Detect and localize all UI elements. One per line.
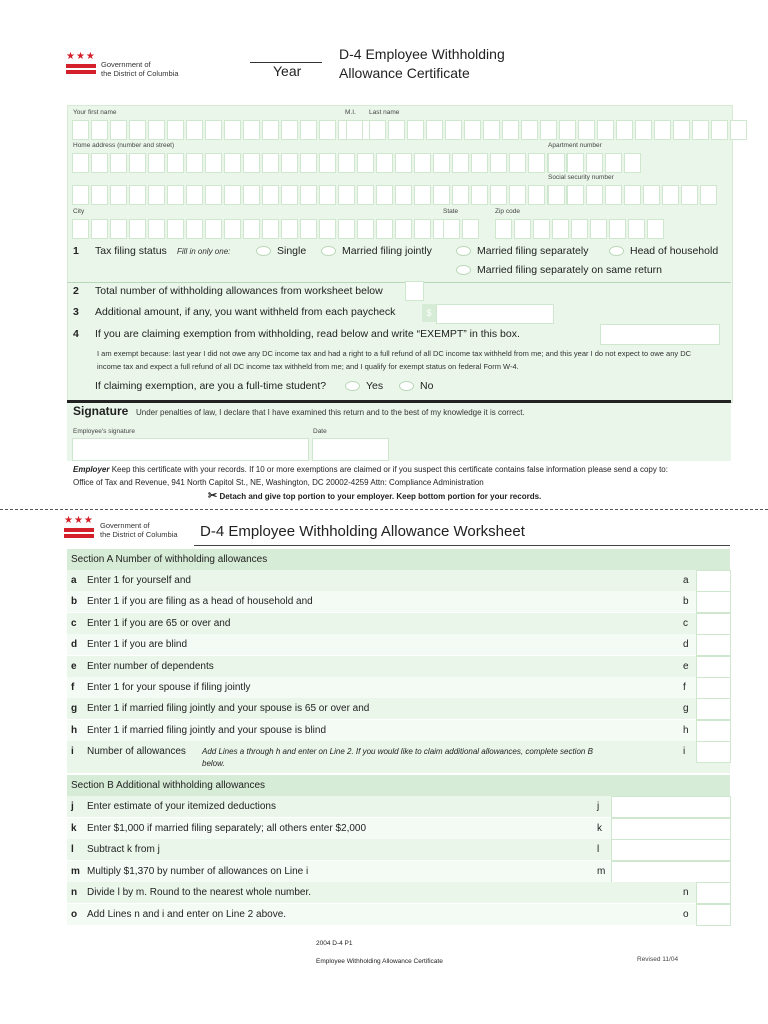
input-n[interactable] xyxy=(696,882,731,904)
scissors-icon: ✂ xyxy=(208,490,218,502)
input-e[interactable] xyxy=(696,656,731,678)
radio-married-separately-same[interactable]: Married filing separately on same return xyxy=(456,264,662,276)
worksheet-row-g: g Enter 1 if married filing jointly and your spouse is 65 or over and g xyxy=(67,698,730,719)
input-k[interactable] xyxy=(611,818,731,840)
input-g[interactable] xyxy=(696,698,731,720)
input-l[interactable] xyxy=(611,839,731,861)
signature-declaration: Under penalties of law, I declare that I have examined this return and to the best of my knowledge it is correct. xyxy=(136,408,525,417)
mi-field[interactable] xyxy=(346,120,363,140)
form-name: Employee Withholding Allowance Certificate xyxy=(316,958,443,965)
worksheet-row-h: h Enter 1 if married filing jointly and your spouse is blind h xyxy=(67,720,730,741)
worksheet-row-d: d Enter 1 if you are blind d xyxy=(67,634,730,655)
dc-flag-logo: ★★★ xyxy=(66,52,98,74)
address-field[interactable] xyxy=(72,153,583,173)
section-b-header: Section B Additional withholding allowances xyxy=(67,775,730,796)
radio-student-yes[interactable]: Yes xyxy=(345,380,383,392)
input-o[interactable] xyxy=(696,904,731,926)
input-a[interactable] xyxy=(696,570,731,592)
input-f[interactable] xyxy=(696,677,731,699)
line3-text: Additional amount, if any, you want withheld from each paycheck xyxy=(95,306,396,318)
cut-line xyxy=(0,509,768,510)
worksheet-row-e: e Enter number of dependents e xyxy=(67,656,730,677)
detach-instruction: ✂ Detach and give top portion to your employer. Keep bottom portion for your records. xyxy=(208,490,542,502)
state-field[interactable] xyxy=(443,219,479,239)
signature-title: Signature xyxy=(73,404,129,418)
input-h[interactable] xyxy=(696,720,731,742)
worksheet-row-i: i Number of allowances Add Lines a through h and enter on Line 2. If you would like to claim additional allowances, complete section B below. i xyxy=(67,741,730,773)
zip-field[interactable] xyxy=(495,219,664,239)
input-m[interactable] xyxy=(611,861,731,883)
tax-filing-status-label: Tax filing status xyxy=(95,245,167,257)
date-field[interactable] xyxy=(312,438,389,461)
dc-flag-logo-2: ★★★ xyxy=(64,516,96,538)
gov-name: Government of the District of Columbia xyxy=(101,60,179,78)
worksheet-row-b: b Enter 1 if you are filing as a head of household and b xyxy=(67,591,730,612)
worksheet-row-o: o Add Lines n and i and enter on Line 2 above. o xyxy=(67,904,730,925)
worksheet-row-k: k Enter $1,000 if married filing separately; all others enter $2,000 k xyxy=(67,818,730,839)
year-label: Year xyxy=(273,63,302,79)
line3-input[interactable] xyxy=(436,304,554,324)
line2-text: Total number of withholding allowances from worksheet below xyxy=(95,285,383,297)
address-label: Home address (number and street) xyxy=(73,142,175,149)
employee-signature-field[interactable] xyxy=(72,438,309,461)
state-label: State xyxy=(443,208,459,215)
apt-label: Apartment number xyxy=(548,142,602,149)
date-label: Date xyxy=(313,428,327,435)
input-b[interactable] xyxy=(696,591,731,613)
city-label: City xyxy=(73,208,85,215)
zip-label: Zip code xyxy=(495,208,520,215)
line4-text: If you are claiming exemption from withholding, read below and write “EXEMPT” in this box. xyxy=(95,328,520,340)
radio-head-of-household[interactable]: Head of household xyxy=(609,245,718,257)
last-name-label: Last name xyxy=(369,109,400,116)
ssn-field[interactable] xyxy=(548,185,717,205)
gov-name-2: Government of the District of Columbia xyxy=(100,521,178,539)
last-name-field[interactable] xyxy=(369,120,747,140)
first-name-label: Your first name xyxy=(73,109,117,116)
input-c[interactable] xyxy=(696,613,731,635)
employee-signature-label: Employee's signature xyxy=(73,428,135,435)
radio-student-no[interactable]: No xyxy=(399,380,433,392)
mi-label: M.I. xyxy=(345,109,356,116)
worksheet-title: D-4 Employee Withholding Allowance Worksheet xyxy=(200,523,525,540)
address-field-2[interactable] xyxy=(72,185,583,205)
worksheet-row-l: l Subtract k from j l xyxy=(67,839,730,860)
input-i[interactable] xyxy=(696,741,731,763)
employer-note: Employer Keep this certificate with your records. If 10 or more exemptions are claimed or if you suspect this certificate contains false information please send a copy to: Office of Tax and Revenue, 941 North Capitol St., NE, Washington, DC 20002-4259 Attn: Compliance Administration xyxy=(73,465,668,487)
first-name-field[interactable] xyxy=(72,120,374,140)
revised-date: Revised 11/04 xyxy=(637,956,679,963)
exempt-paragraph: I am exempt because: last year I did not owe any DC income tax and had a right to a full refund of all DC income tax withheld from me; and this year I do not expect to owe any DC income tax and expect a full refund of all DC income tax withheld from me; and I qualify for exempt status on federal Form W-4. xyxy=(97,349,692,371)
worksheet-row-m: m Multiply $1,370 by number of allowances on Line i m xyxy=(67,861,730,882)
city-field[interactable] xyxy=(72,219,450,239)
line2-input[interactable] xyxy=(405,281,424,301)
page-title: D-4 Employee Withholding Allowance Certificate xyxy=(339,46,505,81)
input-j[interactable] xyxy=(611,796,731,818)
worksheet-row-c: c Enter 1 if you are 65 or over and c xyxy=(67,613,730,634)
apt-field[interactable] xyxy=(548,153,641,173)
form-id: 2004 D-4 P1 xyxy=(316,940,353,947)
student-question: If claiming exemption, are you a full-time student? xyxy=(95,380,327,392)
input-d[interactable] xyxy=(696,634,731,656)
worksheet-row-a: a Enter 1 for yourself and a xyxy=(67,570,730,591)
worksheet-row-f: f Enter 1 for your spouse if filing jointly f xyxy=(67,677,730,698)
radio-single[interactable]: Single xyxy=(256,245,306,257)
exempt-input[interactable] xyxy=(600,324,720,345)
worksheet-row-n: n Divide l by m. Round to the nearest whole number. n xyxy=(67,882,730,903)
radio-married-jointly[interactable]: Married filing jointly xyxy=(321,245,432,257)
radio-married-separately[interactable]: Married filing separately xyxy=(456,245,588,257)
ssn-label: Social security number xyxy=(548,174,614,181)
section-a-header: Section A Number of withholding allowances xyxy=(67,549,730,570)
worksheet-row-j: j Enter estimate of your itemized deductions j xyxy=(67,796,730,817)
